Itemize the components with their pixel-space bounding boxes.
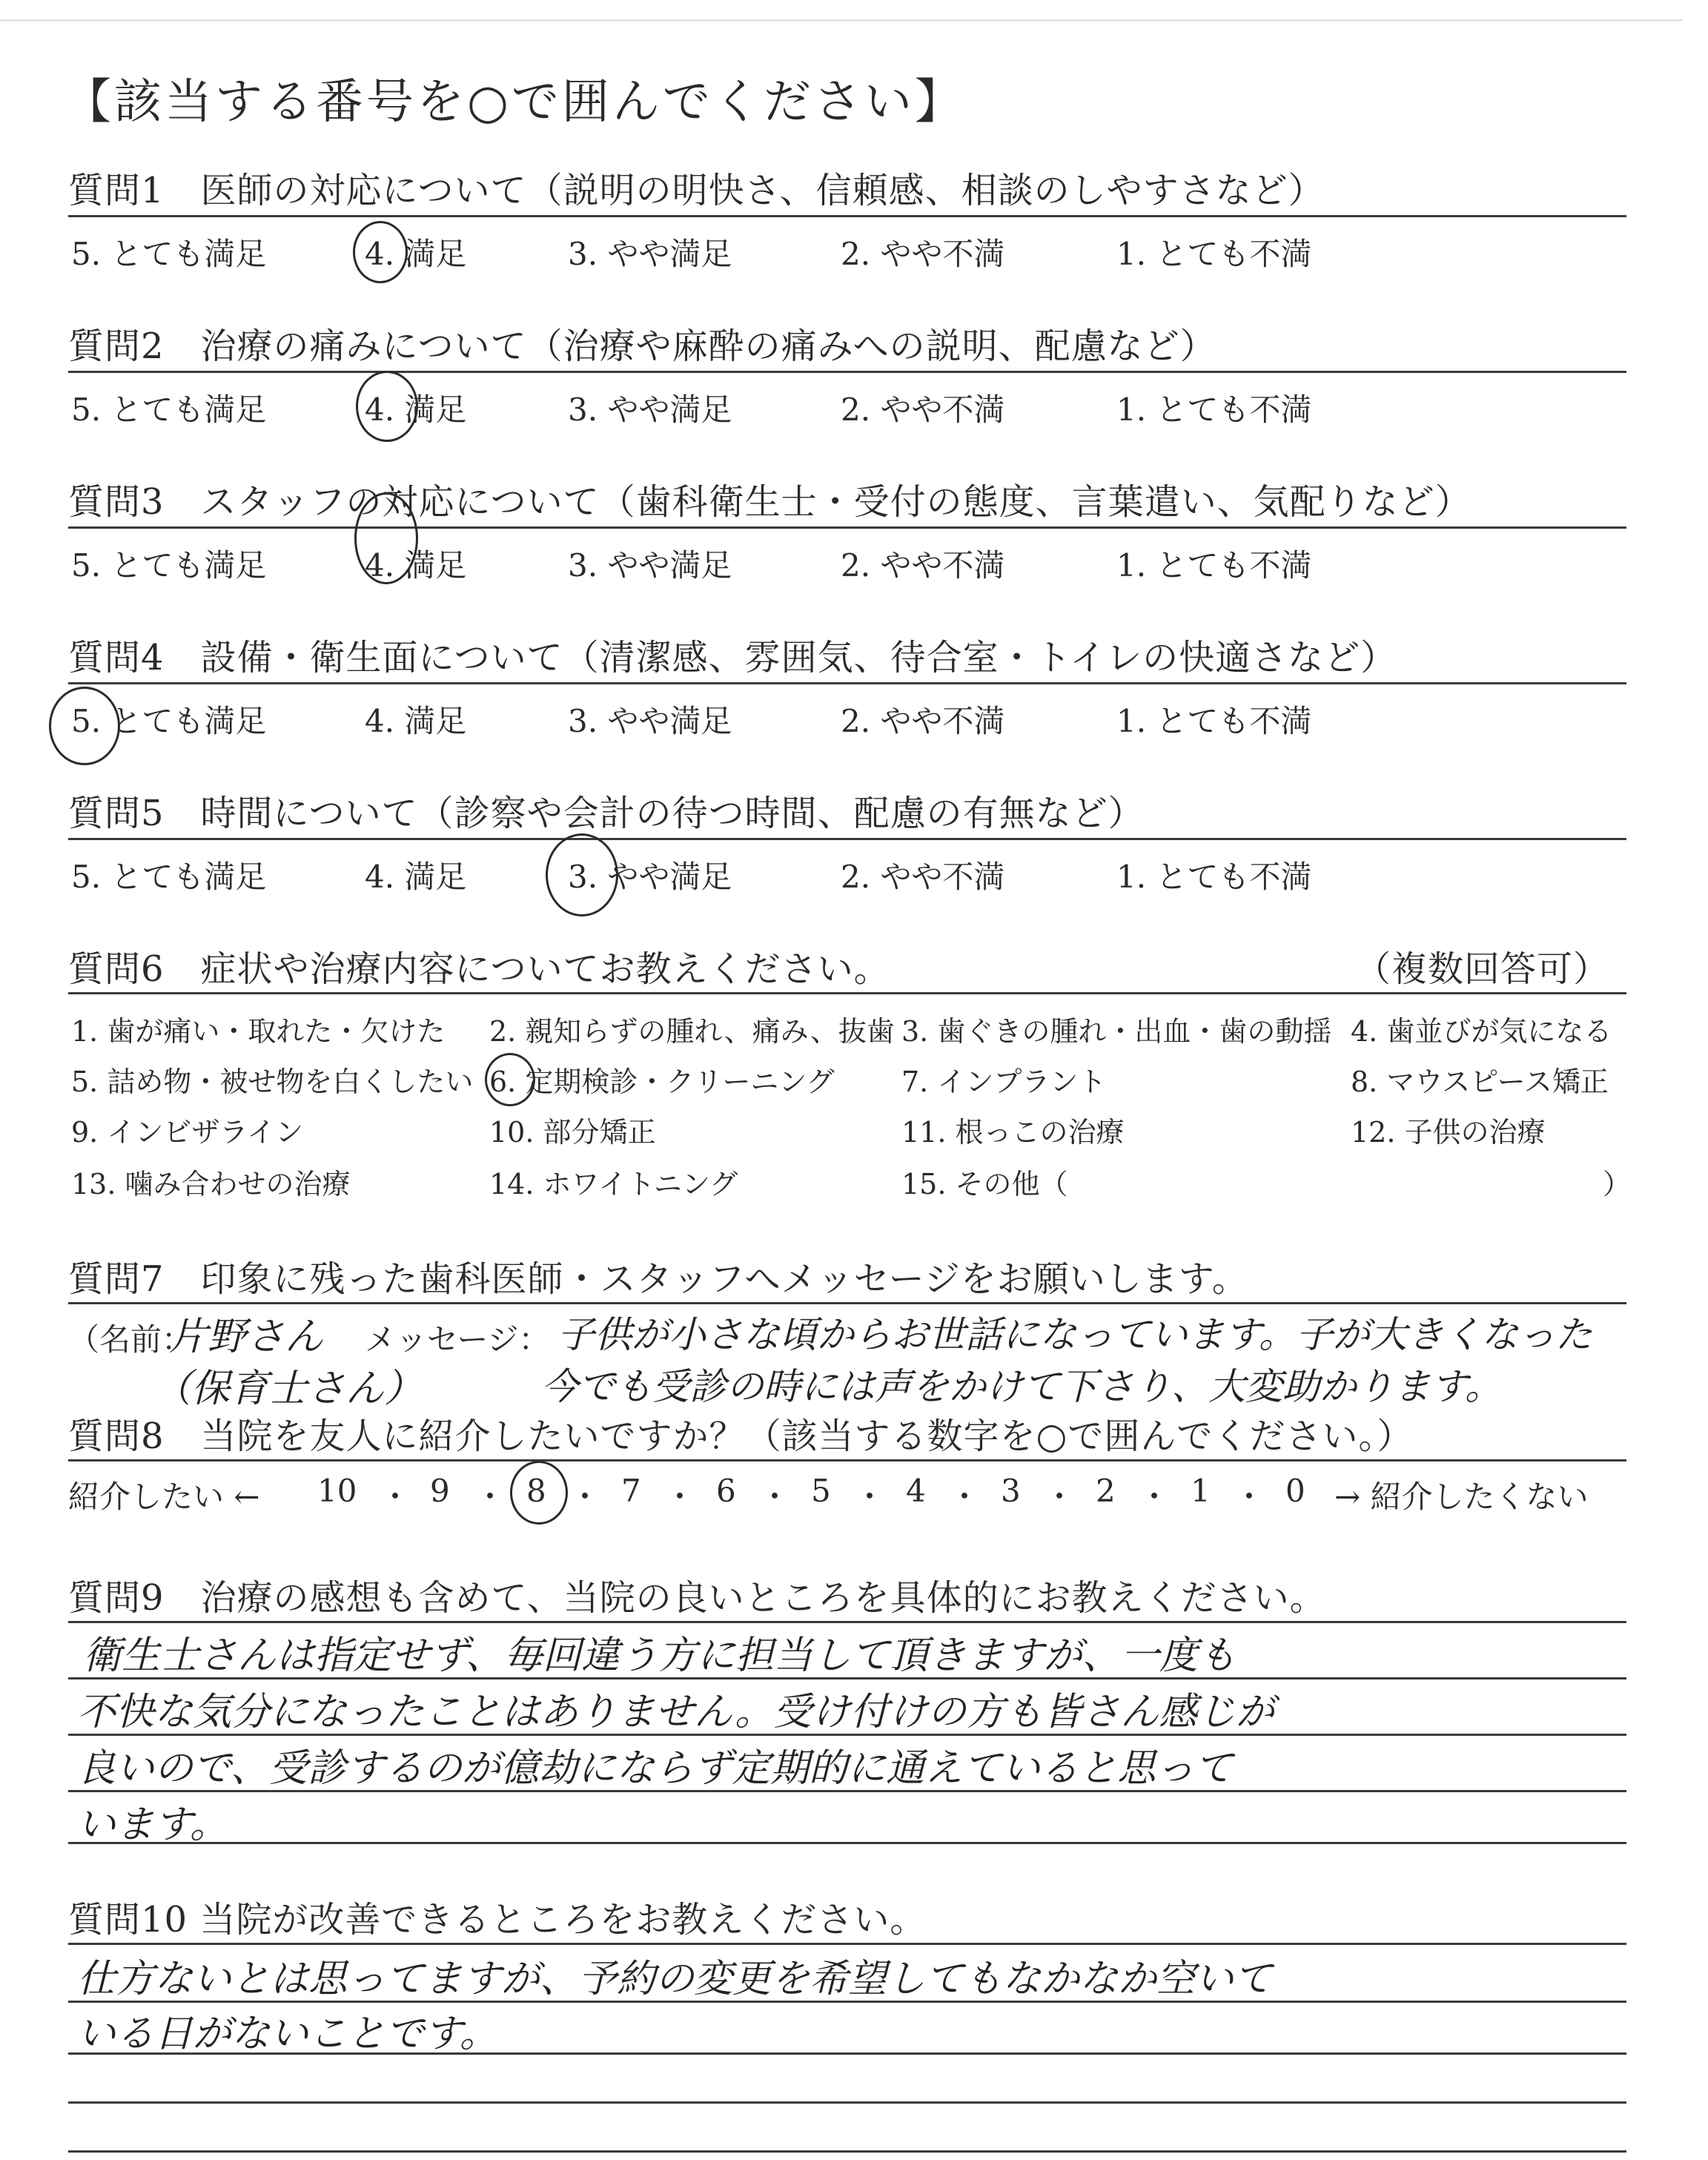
- q1-option-1[interactable]: 1. とても不満: [1116, 236, 1312, 272]
- q8-dot: ・: [1139, 1479, 1171, 1515]
- q10-rule-3: [68, 2101, 1626, 2104]
- q8-number-7[interactable]: 7: [621, 1473, 641, 1509]
- q8-dot: ・: [949, 1479, 981, 1515]
- q6-option-6[interactable]: 6. 定期検診・クリーニング: [489, 1066, 835, 1098]
- q6-option-4[interactable]: 4. 歯並びが気になる: [1351, 1015, 1612, 1048]
- q6-option-11[interactable]: 11. 根っこの治療: [901, 1116, 1125, 1149]
- q6-option-2[interactable]: 2. 親知らずの腫れ、痛み、抜歯: [489, 1015, 895, 1048]
- q8-number-6[interactable]: 6: [716, 1473, 736, 1509]
- q10-rule-4: [68, 2150, 1626, 2153]
- q8-number-2[interactable]: 2: [1096, 1473, 1116, 1509]
- q1-title: 質問1 医師の対応について（説明の明快さ、信頼感、相談のしやすさなど）: [68, 170, 1325, 211]
- q4-option-1[interactable]: 1. とても不満: [1116, 703, 1312, 739]
- q5-option-3[interactable]: 3. やや満足: [568, 859, 732, 895]
- q8-dot: ・: [569, 1479, 601, 1515]
- q9-title: 質問9 治療の感想も含めて、当院の良いところを具体的にお教えください。: [68, 1577, 1326, 1619]
- q1-option-3[interactable]: 3. やや満足: [568, 236, 732, 272]
- q9-answer-line-4[interactable]: います。: [77, 1803, 228, 1847]
- q9-answer-line-2[interactable]: 不快な気分になったことはありません。受け付けの方も皆さん感じが: [77, 1690, 1275, 1734]
- q4-option-5[interactable]: 5. とても満足: [71, 703, 267, 739]
- q6-title: 質問6 症状や治療内容についてお教えください。: [68, 948, 890, 990]
- q6-option-14[interactable]: 14. ホワイトニング: [489, 1168, 738, 1200]
- q4-option-3[interactable]: 3. やや満足: [568, 703, 732, 739]
- q6-option-7[interactable]: 7. インプラント: [901, 1066, 1107, 1098]
- q8-number-8[interactable]: 8: [526, 1473, 546, 1509]
- q9-rule-0: [68, 1621, 1626, 1623]
- q6-option-15-close: ）: [1603, 1168, 1632, 1200]
- q10-rule-0: [68, 1943, 1626, 1945]
- q8-title: 質問8 当院を友人に紹介したいですか？（該当する数字を○で囲んでください。）: [68, 1416, 1414, 1457]
- q6-option-9[interactable]: 9. インビザライン: [71, 1116, 304, 1149]
- q9-answer-line-3[interactable]: 良いので、受診するのが億劫にならず定期的に通えていると思って: [77, 1746, 1233, 1791]
- q6-option-8[interactable]: 8. マウスピース矯正: [1351, 1066, 1609, 1098]
- q8-left-label: 紹介したい ←: [68, 1479, 260, 1515]
- q6-multi-answer-note: （複数回答可）: [1355, 948, 1610, 990]
- q3-option-3[interactable]: 3. やや満足: [568, 547, 732, 584]
- q10-title: 質問10 当院が改善できるところをお教えください。: [68, 1899, 927, 1941]
- q2-option-2[interactable]: 2. やや不満: [841, 392, 1005, 428]
- q5-option-4[interactable]: 4. 満足: [365, 859, 467, 895]
- q9-rule-4: [68, 1842, 1626, 1844]
- q5-rule: [68, 838, 1626, 840]
- q5-option-5[interactable]: 5. とても満足: [71, 859, 267, 895]
- page-title: 【該当する番号を○で囲んでください】: [64, 75, 965, 130]
- q3-option-5[interactable]: 5. とても満足: [71, 547, 267, 584]
- q8-dot: ・: [1044, 1479, 1076, 1515]
- q2-option-1[interactable]: 1. とても不満: [1116, 392, 1312, 428]
- q1-option-2[interactable]: 2. やや不満: [841, 236, 1005, 272]
- q6-option-13[interactable]: 13. 噛み合わせの治療: [71, 1168, 351, 1200]
- q2-rule: [68, 371, 1626, 373]
- q10-answer-line-1[interactable]: 仕方ないとは思ってますが、予約の変更を希望してもなかなか空いて: [77, 1957, 1273, 2001]
- q8-dot: ・: [1234, 1479, 1265, 1515]
- q6-option-5[interactable]: 5. 詰め物・被せ物を白くしたい: [71, 1066, 474, 1098]
- q4-option-2[interactable]: 2. やや不満: [841, 703, 1005, 739]
- q5-selection-circle: [546, 833, 618, 916]
- q4-rule: [68, 682, 1626, 684]
- q8-selection-circle: [510, 1461, 568, 1525]
- q8-number-0[interactable]: 0: [1285, 1473, 1305, 1509]
- q2-option-5[interactable]: 5. とても満足: [71, 392, 267, 428]
- q2-selection-circle: [356, 371, 418, 442]
- q7-message-line-1[interactable]: 子供が小さな頃からお世話になっています。子が大きくなった: [557, 1313, 1592, 1356]
- q3-selection-circle: [354, 492, 418, 584]
- q7-name-detail[interactable]: （保育士さん）: [153, 1367, 423, 1411]
- q3-rule: [68, 526, 1626, 529]
- q3-option-1[interactable]: 1. とても不満: [1116, 547, 1312, 584]
- q8-dot: ・: [854, 1479, 886, 1515]
- q8-number-5[interactable]: 5: [811, 1473, 831, 1509]
- q8-number-10[interactable]: 10: [317, 1473, 357, 1509]
- q3-title: 質問3 スタッフの対応について（歯科衛生士・受付の態度、言葉遣い、気配りなど）: [68, 481, 1472, 523]
- q7-message-line-2[interactable]: 今でも受診の時には声をかけて下さり、大変助かります。: [541, 1365, 1502, 1408]
- q3-option-4[interactable]: 4. 満足: [365, 547, 467, 584]
- q6-option-15[interactable]: 15. その他（: [901, 1168, 1068, 1200]
- q5-title: 質問5 時間について（診察や会計の待つ時間、配慮の有無など）: [68, 793, 1145, 834]
- q6-option-3[interactable]: 3. 歯ぐきの腫れ・出血・歯の動揺: [901, 1015, 1332, 1048]
- q8-dot: ・: [759, 1479, 791, 1515]
- q8-number-3[interactable]: 3: [1001, 1473, 1021, 1509]
- q7-message-label: メッセージ：: [365, 1321, 550, 1358]
- q8-right-label: → 紹介したくない: [1334, 1479, 1589, 1515]
- q2-option-4[interactable]: 4. 満足: [365, 392, 467, 428]
- q5-option-1[interactable]: 1. とても不満: [1116, 859, 1312, 895]
- q9-answer-line-1[interactable]: 衛生士さんは指定せず、毎回違う方に担当して頂きますが、一度も: [83, 1634, 1237, 1678]
- q8-dot: ・: [664, 1479, 696, 1515]
- q7-name-value[interactable]: 片野さん: [169, 1315, 324, 1359]
- q7-name-label: （名前：: [68, 1321, 193, 1358]
- q7-title: 質問7 印象に残った歯科医師・スタッフへメッセージをお願いします。: [68, 1258, 1248, 1300]
- q8-number-4[interactable]: 4: [906, 1473, 926, 1509]
- q6-option-12[interactable]: 12. 子供の治療: [1351, 1116, 1546, 1149]
- q8-number-1[interactable]: 1: [1191, 1473, 1211, 1509]
- q4-title: 質問4 設備・衛生面について（清潔感、雰囲気、待合室・トイレの快適さなど）: [68, 637, 1397, 678]
- q6-option-10[interactable]: 10. 部分矯正: [489, 1116, 656, 1149]
- q10-answer-line-2[interactable]: いる日がないことです。: [77, 2012, 498, 2056]
- q8-dot: ・: [380, 1479, 411, 1515]
- q4-option-4[interactable]: 4. 満足: [365, 703, 467, 739]
- q6-selection-circle: [485, 1053, 535, 1106]
- q4-selection-circle: [49, 687, 120, 765]
- top-edge-line: [0, 19, 1683, 22]
- q3-option-2[interactable]: 2. やや不満: [841, 547, 1005, 584]
- q1-option-5[interactable]: 5. とても満足: [71, 236, 267, 272]
- q5-option-2[interactable]: 2. やや不満: [841, 859, 1005, 895]
- q8-rule: [68, 1459, 1626, 1462]
- q6-option-1[interactable]: 1. 歯が痛い・取れた・欠けた: [71, 1015, 446, 1048]
- q8-dot: ・: [474, 1479, 506, 1515]
- q6-rule: [68, 992, 1626, 994]
- q2-option-3[interactable]: 3. やや満足: [568, 392, 732, 428]
- q8-number-9[interactable]: 9: [430, 1473, 450, 1509]
- q1-option-4[interactable]: 4. 満足: [365, 236, 467, 272]
- q2-title: 質問2 治療の痛みについて（治療や麻酔の痛みへの説明、配慮など）: [68, 326, 1217, 367]
- q1-selection-circle: [353, 221, 408, 283]
- q7-rule: [68, 1302, 1626, 1304]
- q1-rule: [68, 215, 1626, 217]
